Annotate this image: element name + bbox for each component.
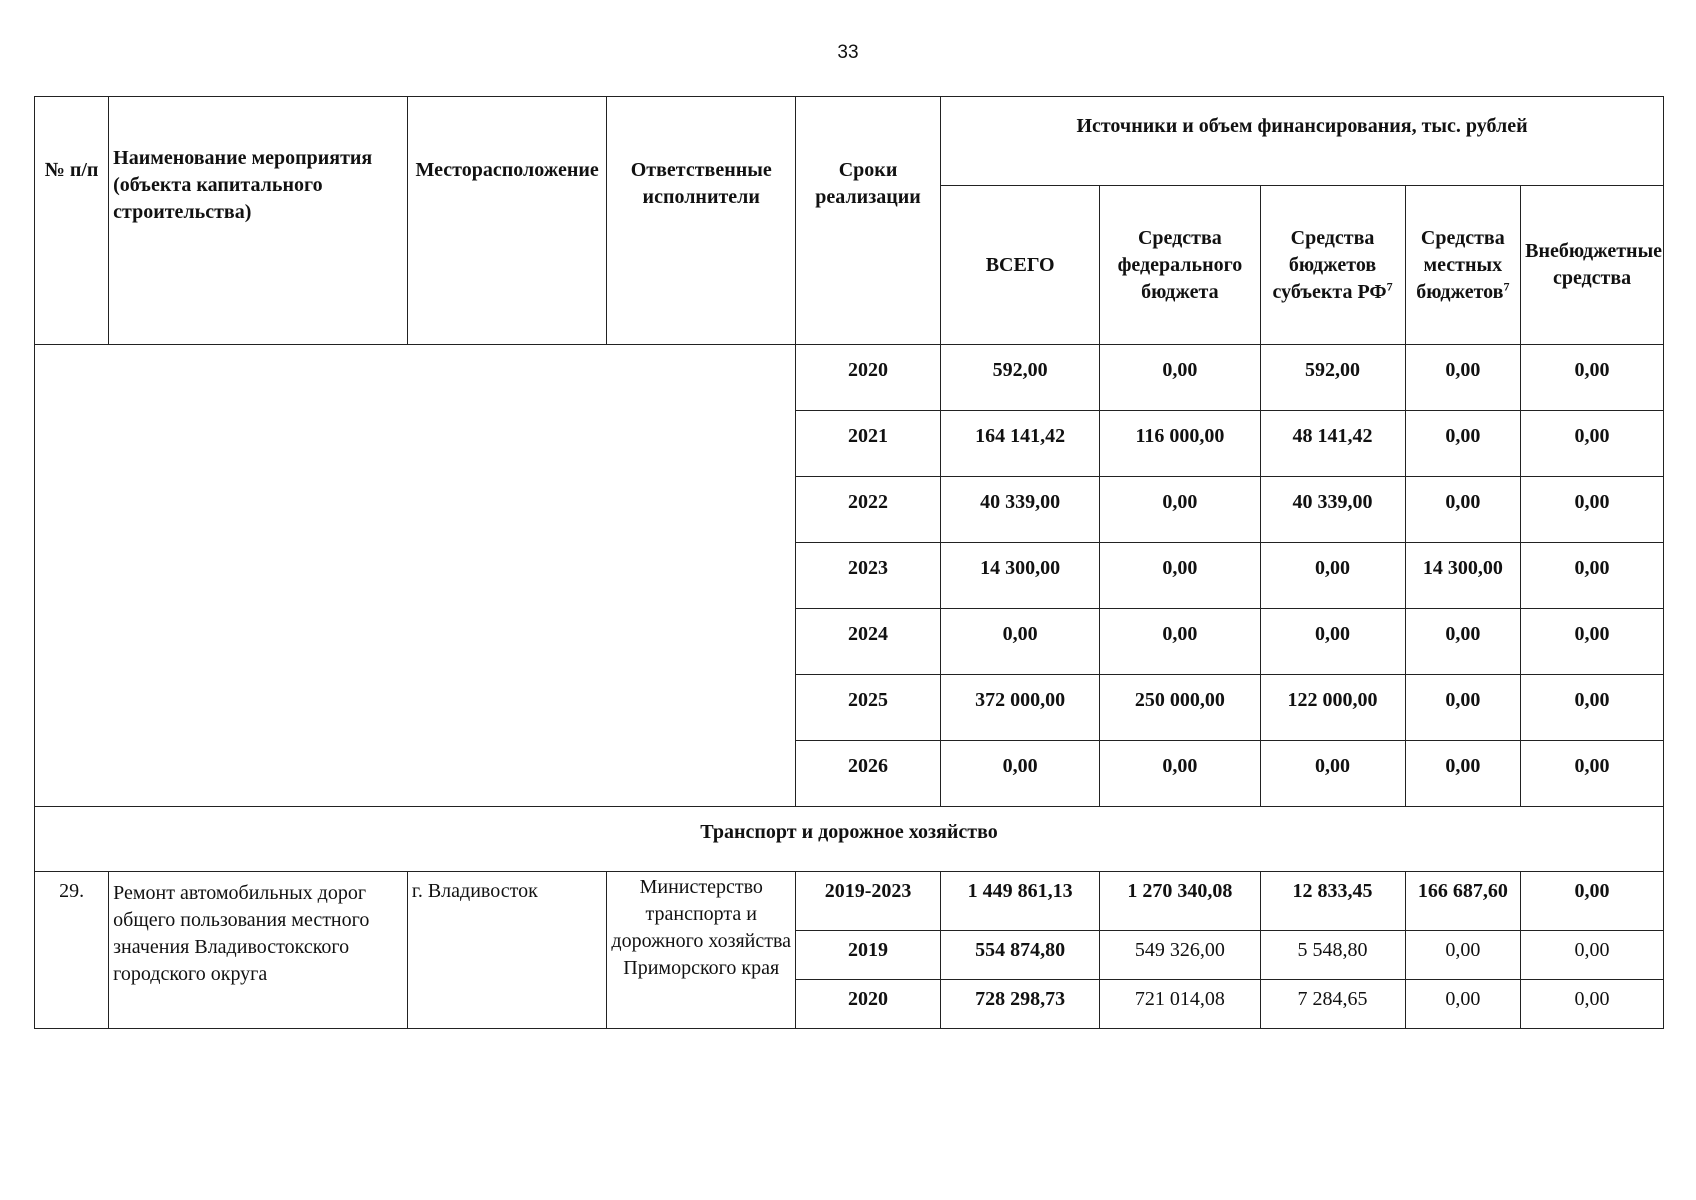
cell-federal: 549 326,00 — [1100, 931, 1260, 980]
cell-federal: 0,00 — [1100, 741, 1260, 807]
cell-regional: 48 141,42 — [1260, 411, 1405, 477]
cell-total: 14 300,00 — [941, 543, 1100, 609]
cell-regional: 7 284,65 — [1260, 980, 1405, 1029]
cell-year: 2019-2023 — [796, 872, 941, 931]
header-regional-footnote: 7 — [1386, 278, 1393, 293]
cell-local: 14 300,00 — [1405, 543, 1521, 609]
header-total: ВСЕГО — [941, 186, 1100, 345]
cell-extra: 0,00 — [1521, 345, 1664, 411]
cell-year: 2020 — [796, 345, 941, 411]
cell-federal: 0,00 — [1100, 345, 1260, 411]
cell-extra: 0,00 — [1521, 675, 1664, 741]
cell-extra: 0,00 — [1521, 543, 1664, 609]
cell-regional: 592,00 — [1260, 345, 1405, 411]
header-no: № п/п — [35, 97, 109, 345]
cell-year: 2020 — [796, 980, 941, 1029]
header-local-text: Средства местных бюджетов — [1416, 226, 1505, 303]
cell-total: 592,00 — [941, 345, 1100, 411]
cell-year: 2023 — [796, 543, 941, 609]
cell-regional: 5 548,80 — [1260, 931, 1405, 980]
cell-total: 728 298,73 — [941, 980, 1100, 1029]
cell-local: 0,00 — [1405, 980, 1521, 1029]
cell-local: 0,00 — [1405, 931, 1521, 980]
header-local-footnote: 7 — [1503, 278, 1510, 293]
header-name: Наименование мероприятия (объекта капитального строительства) — [109, 97, 408, 345]
cell-total: 554 874,80 — [941, 931, 1100, 980]
cell-regional: 0,00 — [1260, 741, 1405, 807]
cell-year: 2019 — [796, 931, 941, 980]
cell-regional: 122 000,00 — [1260, 675, 1405, 741]
item-location: г. Владивосток — [407, 872, 607, 1029]
cell-year: 2025 — [796, 675, 941, 741]
cell-local: 0,00 — [1405, 411, 1521, 477]
header-federal: Средства федерального бюджета — [1100, 186, 1260, 345]
cell-year: 2021 — [796, 411, 941, 477]
cell-year: 2022 — [796, 477, 941, 543]
cell-extra: 0,00 — [1521, 872, 1664, 931]
header-regional-text: Средства бюджетов субъекта РФ — [1272, 226, 1387, 303]
header-extra: Внебюджетные средства — [1521, 186, 1664, 345]
header-responsible: Ответственные исполнители — [607, 97, 796, 345]
cell-extra: 0,00 — [1521, 477, 1664, 543]
cell-federal: 0,00 — [1100, 609, 1260, 675]
item-responsible: Министерство транспорта и дорожного хозяйства Приморского края — [607, 872, 796, 1029]
cell-extra: 0,00 — [1521, 931, 1664, 980]
cell-local: 166 687,60 — [1405, 872, 1521, 931]
header-location: Месторасположение — [407, 97, 607, 345]
cell-total: 0,00 — [941, 741, 1100, 807]
cell-federal: 1 270 340,08 — [1100, 872, 1260, 931]
cell-total: 164 141,42 — [941, 411, 1100, 477]
header-timing: Сроки реализации — [796, 97, 941, 345]
cell-local: 0,00 — [1405, 675, 1521, 741]
cell-local: 0,00 — [1405, 477, 1521, 543]
header-local — [1405, 186, 1521, 345]
section-row — [35, 807, 1664, 872]
cell-total: 1 449 861,13 — [941, 872, 1100, 931]
cell-total: 40 339,00 — [941, 477, 1100, 543]
cell-regional: 0,00 — [1260, 543, 1405, 609]
cell-local: 0,00 — [1405, 609, 1521, 675]
item-number: 29. — [35, 872, 109, 1029]
cell-local: 0,00 — [1405, 741, 1521, 807]
cell-total: 372 000,00 — [941, 675, 1100, 741]
cell-extra: 0,00 — [1521, 980, 1664, 1029]
cell-federal: 0,00 — [1100, 477, 1260, 543]
cell-total: 0,00 — [941, 609, 1100, 675]
cell-federal: 116 000,00 — [1100, 411, 1260, 477]
cell-year: 2024 — [796, 609, 941, 675]
cell-local: 0,00 — [1405, 345, 1521, 411]
cell-federal: 0,00 — [1100, 543, 1260, 609]
cell-extra: 0,00 — [1521, 609, 1664, 675]
item-name: Ремонт автомобильных дорог общего пользования местного значения Владивостокского городского округа — [109, 872, 408, 1029]
cell-federal: 250 000,00 — [1100, 675, 1260, 741]
header-regional — [1260, 186, 1405, 345]
cell-extra: 0,00 — [1521, 411, 1664, 477]
cell-federal: 721 014,08 — [1100, 980, 1260, 1029]
section-title: Транспорт и дорожное хозяйство — [35, 807, 1664, 872]
page-number: 33 — [837, 42, 859, 63]
blank-merged-cell — [35, 345, 796, 807]
financing-table — [34, 96, 1664, 1029]
header-financing: Источники и объем финансирования, тыс. рублей — [941, 97, 1664, 186]
cell-regional: 0,00 — [1260, 609, 1405, 675]
cell-year: 2026 — [796, 741, 941, 807]
cell-regional: 12 833,45 — [1260, 872, 1405, 931]
table-row — [35, 872, 1664, 931]
cell-regional: 40 339,00 — [1260, 477, 1405, 543]
cell-extra: 0,00 — [1521, 741, 1664, 807]
table-row — [35, 345, 1664, 411]
